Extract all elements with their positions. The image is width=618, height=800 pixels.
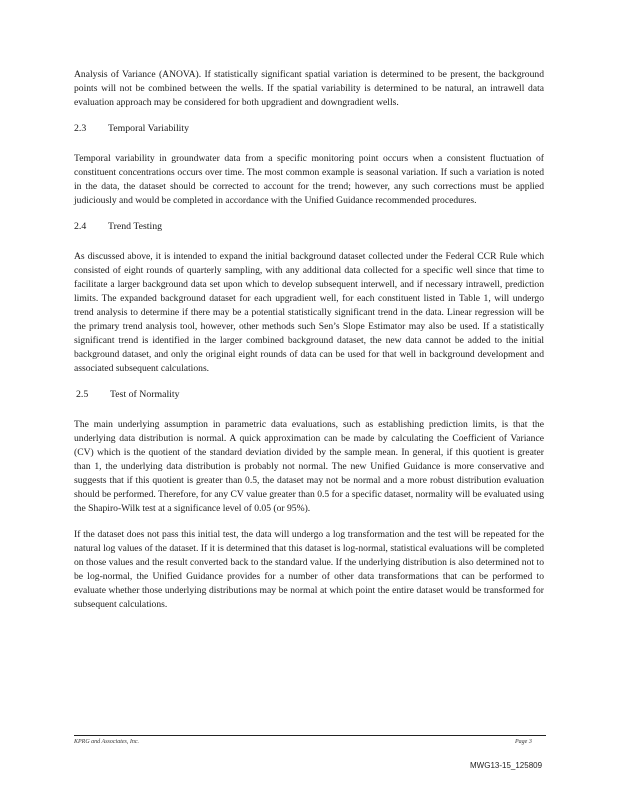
section-heading-trend-testing — [74, 220, 544, 234]
section-number: 2.5 — [76, 389, 89, 400]
section-heading-temporal-variability — [74, 122, 544, 136]
normality-paragraph-2: If the dataset does not pass this initial test, the data will undergo a log transformation and the test will be repeated for the natural log values of the dataset. If it is determined that this dataset is log-normal, statistical evaluations will be completed on those values and the result converted back to the standard value. If the underlying distribution is also determined not to be log-normal, the Unified Guidance provides for a number of other data transformations that can be performed to evaluate whether those underlying distributions may be normal at which point the entire dataset would be transformed for subsequent calculations. — [74, 529, 544, 610]
section-title: Temporal Variability — [108, 123, 190, 134]
footer-divider — [74, 735, 546, 736]
page-body — [74, 68, 544, 612]
document-id: MWG13-15_125809 — [470, 761, 543, 770]
trend-testing-paragraph: As discussed above, it is intended to expand the initial background dataset collected under the Federal CCR Rule which consisted of eight rounds of quarterly sampling, with any additional data collected for a specific well since that time to facilitate a larger background data set upon which to develop subsequent interwell, and if necessary intrawell, prediction limits. The expanded background dataset for each upgradient well, for each constituent listed in Table 1, will undergo trend analysis to determine if there may be a potential statistically significant trend in the data. Linear regression will be the primary trend analysis tool, however, other methods such Sen’s Slope Estimator may also be used. If a statistically significant trend is identified in the larger combined background dataset, the new data cannot be added to the initial background dataset, and only the original eight rounds of data can be used for that well in background development and associated subsequent calculations. — [74, 251, 544, 374]
section-heading-test-of-normality — [74, 388, 544, 402]
section-title: Trend Testing — [108, 221, 163, 232]
intro-paragraph: Analysis of Variance (ANOVA). If statistically significant spatial variation is determined to be present, the background points will not be combined between the wells. If the spatial variability is determined to be natural, an intrawell data evaluation approach may be considered for both upgradient and downgradient wells. — [74, 69, 544, 108]
footer-page-number: Page 3 — [515, 739, 532, 745]
section-title: Test of Normality — [110, 389, 180, 400]
temporal-variability-paragraph: Temporal variability in groundwater data from a specific monitoring point occurs when a consistent fluctuation of constituent concentrations occurs over time. The most common example is seasonal variation. If such a variation is noted in the data, the dataset should be corrected to account for the trend; however, any such corrections must be applied judiciously and would be completed in accordance with the Unified Guidance recommended procedures. — [74, 153, 544, 206]
section-number: 2.4 — [74, 221, 87, 232]
section-number: 2.3 — [74, 123, 87, 134]
normality-paragraph-1: The main underlying assumption in parametric data evaluations, such as establishing prediction limits, is that the underlying data distribution is normal. A quick approximation can be made by calculating the Coefficient of Variance (CV) which is the quotient of the standard deviation divided by the sample mean. In general, if this quotient is greater than 1, the underlying data distribution is probably not normal. The new Unified Guidance is more conservative and suggests that if this quotient is greater than 0.5, the dataset may not be normal and a more robust distribution evaluation should be performed. Therefore, for any CV value greater than 0.5 for a specific dataset, normality will be evaluated using the Shapiro-Wilk test at a significance level of 0.05 (or 95%). — [74, 419, 544, 514]
footer-company: KPRG and Associates, Inc. — [74, 739, 140, 745]
